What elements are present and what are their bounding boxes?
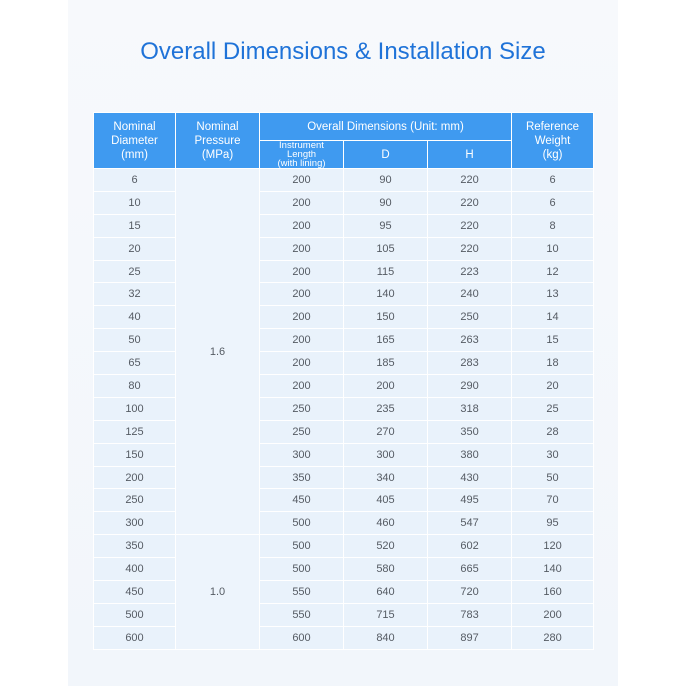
cell-instrument-length: 200 (260, 283, 344, 306)
cell-instrument-length: 200 (260, 329, 344, 352)
cell-nominal-diameter: 450 (94, 581, 176, 604)
cell-h: 380 (428, 443, 512, 466)
cell-d: 840 (344, 626, 428, 649)
cell-h: 547 (428, 512, 512, 535)
cell-nominal-diameter: 80 (94, 375, 176, 398)
table-row (94, 558, 594, 581)
cell-d: 405 (344, 489, 428, 512)
cell-reference-weight: 15 (512, 329, 594, 352)
cell-d: 105 (344, 237, 428, 260)
cell-reference-weight: 6 (512, 191, 594, 214)
cell-reference-weight: 14 (512, 306, 594, 329)
table-row (94, 443, 594, 466)
cell-reference-weight: 20 (512, 375, 594, 398)
cell-instrument-length: 200 (260, 169, 344, 192)
table-row (94, 603, 594, 626)
cell-reference-weight: 50 (512, 466, 594, 489)
cell-instrument-length: 500 (260, 535, 344, 558)
cell-nominal-diameter: 10 (94, 191, 176, 214)
cell-instrument-length: 350 (260, 466, 344, 489)
cell-h: 263 (428, 329, 512, 352)
cell-nominal-diameter: 500 (94, 603, 176, 626)
cell-reference-weight: 28 (512, 420, 594, 443)
cell-nominal-diameter: 200 (94, 466, 176, 489)
cell-d: 140 (344, 283, 428, 306)
table-row (94, 191, 594, 214)
cell-reference-weight: 30 (512, 443, 594, 466)
cell-h: 250 (428, 306, 512, 329)
cell-d: 520 (344, 535, 428, 558)
cell-d: 300 (344, 443, 428, 466)
cell-reference-weight: 13 (512, 283, 594, 306)
cell-instrument-length: 250 (260, 397, 344, 420)
cell-nominal-diameter: 20 (94, 237, 176, 260)
cell-instrument-length: 200 (260, 375, 344, 398)
cell-nominal-diameter: 400 (94, 558, 176, 581)
cell-nominal-diameter: 25 (94, 260, 176, 283)
cell-h: 430 (428, 466, 512, 489)
cell-instrument-length: 200 (260, 306, 344, 329)
table-row (94, 489, 594, 512)
cell-reference-weight: 200 (512, 603, 594, 626)
table-row (94, 466, 594, 489)
cell-reference-weight: 25 (512, 397, 594, 420)
cell-h: 220 (428, 191, 512, 214)
cell-nominal-diameter: 300 (94, 512, 176, 535)
cell-reference-weight: 18 (512, 352, 594, 375)
cell-d: 95 (344, 214, 428, 237)
header-overall-dimensions: Overall Dimensions (Unit: mm) (260, 113, 512, 141)
cell-h: 495 (428, 489, 512, 512)
cell-h: 665 (428, 558, 512, 581)
header-reference-weight: Reference Weight (kg) (512, 113, 594, 169)
cell-reference-weight: 95 (512, 512, 594, 535)
cell-instrument-length: 550 (260, 603, 344, 626)
cell-d: 90 (344, 169, 428, 192)
cell-reference-weight: 10 (512, 237, 594, 260)
cell-reference-weight: 280 (512, 626, 594, 649)
cell-d: 715 (344, 603, 428, 626)
cell-nominal-pressure: 1.0 (176, 535, 260, 649)
dimensions-table (93, 112, 594, 650)
cell-d: 165 (344, 329, 428, 352)
cell-nominal-diameter: 600 (94, 626, 176, 649)
table-row (94, 535, 594, 558)
cell-reference-weight: 120 (512, 535, 594, 558)
cell-nominal-diameter: 125 (94, 420, 176, 443)
cell-nominal-diameter: 32 (94, 283, 176, 306)
cell-d: 150 (344, 306, 428, 329)
cell-d: 460 (344, 512, 428, 535)
table-row (94, 375, 594, 398)
table-row (94, 260, 594, 283)
cell-instrument-length: 200 (260, 352, 344, 375)
cell-reference-weight: 140 (512, 558, 594, 581)
table-row (94, 581, 594, 604)
table-row (94, 237, 594, 260)
cell-instrument-length: 250 (260, 420, 344, 443)
header-h: H (428, 141, 512, 169)
cell-nominal-diameter: 150 (94, 443, 176, 466)
cell-nominal-diameter: 250 (94, 489, 176, 512)
cell-h: 602 (428, 535, 512, 558)
cell-instrument-length: 200 (260, 260, 344, 283)
table-row (94, 512, 594, 535)
cell-d: 640 (344, 581, 428, 604)
table-row (94, 329, 594, 352)
cell-nominal-diameter: 40 (94, 306, 176, 329)
cell-reference-weight: 70 (512, 489, 594, 512)
cell-instrument-length: 600 (260, 626, 344, 649)
table-row (94, 420, 594, 443)
cell-d: 115 (344, 260, 428, 283)
cell-h: 220 (428, 214, 512, 237)
cell-nominal-pressure: 1.6 (176, 169, 260, 535)
cell-instrument-length: 200 (260, 214, 344, 237)
cell-nominal-diameter: 100 (94, 397, 176, 420)
cell-nominal-diameter: 350 (94, 535, 176, 558)
page-title: Overall Dimensions & Installation Size (140, 38, 546, 65)
cell-h: 350 (428, 420, 512, 443)
table-row (94, 626, 594, 649)
cell-d: 90 (344, 191, 428, 214)
cell-h: 290 (428, 375, 512, 398)
cell-d: 200 (344, 375, 428, 398)
cell-reference-weight: 6 (512, 169, 594, 192)
cell-instrument-length: 450 (260, 489, 344, 512)
cell-d: 580 (344, 558, 428, 581)
header-nominal-pressure: Nominal Pressure (MPa) (176, 113, 260, 169)
cell-nominal-diameter: 50 (94, 329, 176, 352)
cell-reference-weight: 12 (512, 260, 594, 283)
cell-nominal-diameter: 15 (94, 214, 176, 237)
table-row (94, 214, 594, 237)
cell-instrument-length: 200 (260, 191, 344, 214)
cell-h: 283 (428, 352, 512, 375)
cell-d: 185 (344, 352, 428, 375)
cell-h: 220 (428, 237, 512, 260)
cell-h: 240 (428, 283, 512, 306)
cell-reference-weight: 8 (512, 214, 594, 237)
cell-d: 235 (344, 397, 428, 420)
cell-nominal-diameter: 6 (94, 169, 176, 192)
table-row (94, 283, 594, 306)
header-instrument-length: Instrument Length (with lining) (260, 141, 344, 169)
cell-h: 223 (428, 260, 512, 283)
table-body (94, 169, 594, 650)
table-row (94, 397, 594, 420)
table-row (94, 306, 594, 329)
cell-d: 340 (344, 466, 428, 489)
cell-instrument-length: 500 (260, 558, 344, 581)
header-nominal-diameter: Nominal Diameter (mm) (94, 113, 176, 169)
cell-h: 220 (428, 169, 512, 192)
cell-reference-weight: 160 (512, 581, 594, 604)
cell-instrument-length: 200 (260, 237, 344, 260)
cell-h: 783 (428, 603, 512, 626)
cell-h: 318 (428, 397, 512, 420)
cell-instrument-length: 300 (260, 443, 344, 466)
cell-d: 270 (344, 420, 428, 443)
cell-instrument-length: 550 (260, 581, 344, 604)
cell-h: 720 (428, 581, 512, 604)
cell-h: 897 (428, 626, 512, 649)
table-row (94, 169, 594, 192)
cell-nominal-diameter: 65 (94, 352, 176, 375)
header-d: D (344, 141, 428, 169)
table-row (94, 352, 594, 375)
cell-instrument-length: 500 (260, 512, 344, 535)
